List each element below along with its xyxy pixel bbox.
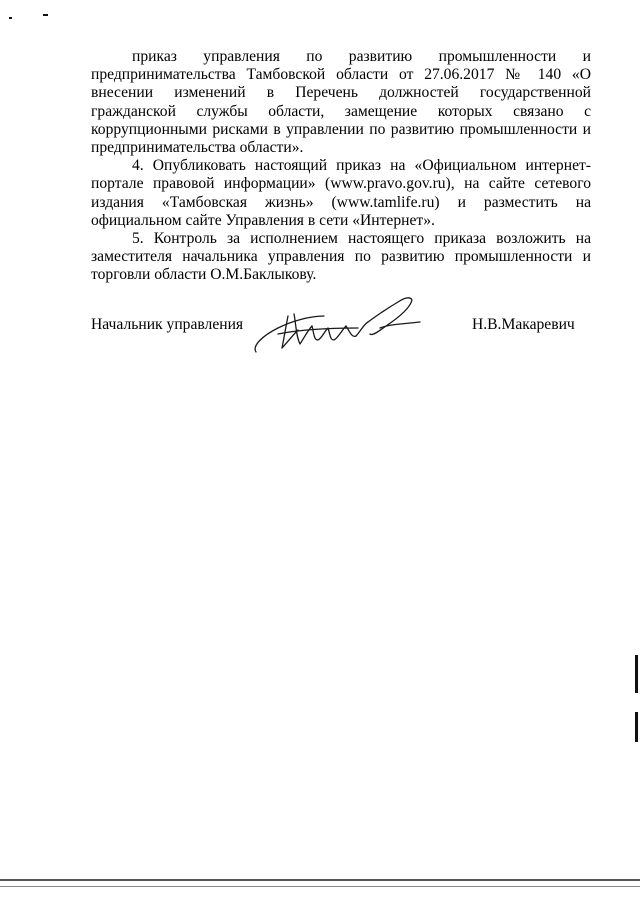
scan-mark [635, 712, 638, 742]
body-text [91, 48, 591, 285]
paragraph-item-5: 5. Контроль за исполнением настоящего приказа возложить на заместителя начальника управления по развитию промышленности и торговли области О.М.Баклыкову. [91, 230, 591, 284]
paragraph-continuation: приказ управления по развитию промышленности и предпринимательства Тамбовской области от 27.06.2017 № 140 «О внесении изменений в Перечень должностей государственной гражданской службы области, замещение которых связано с коррупционными рисками в управлении по развитию промышленности и предпринимательства области». [91, 48, 591, 157]
handwritten-signature [248, 294, 438, 358]
scan-line [0, 886, 640, 887]
scan-mark [635, 655, 638, 693]
scan-mark [43, 14, 48, 16]
signatory-name: Н.В.Макаревич [472, 316, 575, 333]
scan-mark [9, 17, 12, 19]
signatory-title: Начальник управления [91, 316, 244, 333]
scan-line [0, 879, 640, 881]
paragraph-item-4: 4. Опубликовать настоящий приказ на «Официальном интернет-портале правовой информации» (www.pravo.gov.ru), на сайте сетевого издания «Тамбовская жизнь» (www.tamlife.ru) и разместить на официальном сайте Управления в сети «Интернет». [91, 157, 591, 229]
